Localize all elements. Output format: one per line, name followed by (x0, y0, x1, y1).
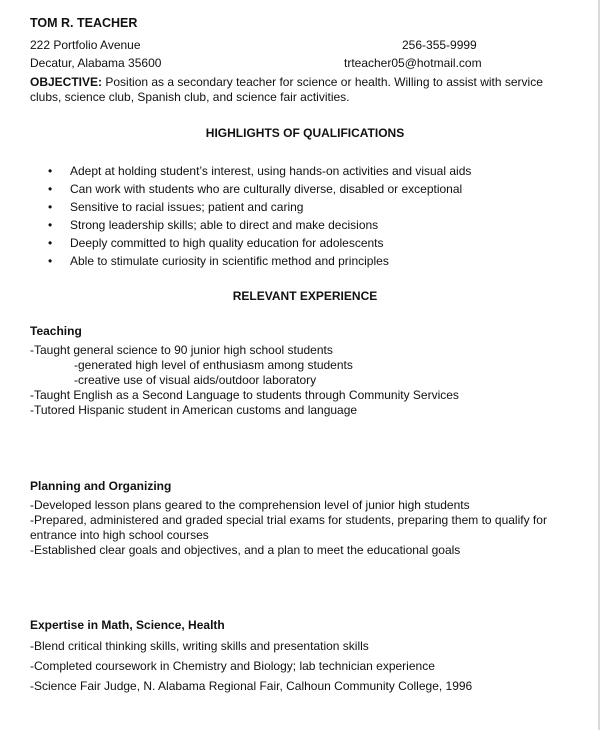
candidate-name: TOM R. TEACHER (30, 16, 138, 30)
bullet-icon: • (48, 200, 53, 214)
experience-line: -Taught general science to 90 junior high school students (30, 343, 333, 357)
email-address: trteacher05@hotmail.com (344, 56, 482, 70)
highlight-text: Strong leadership skills; able to direct and make decisions (70, 218, 379, 232)
experience-subline: -generated high level of enthusiasm among students (74, 358, 353, 372)
bullet-icon: • (48, 182, 53, 196)
experience-subline: -creative use of visual aids/outdoor laboratory (74, 373, 317, 387)
experience-line: -Established clear goals and objectives, and a plan to meet the educational goals (30, 543, 461, 557)
list-item (48, 164, 471, 182)
objective-text: Position as a secondary teacher for science or health. Willing to assist with service clubs, science club, Spanish club, and science fair activities. (30, 75, 543, 104)
highlights-list (48, 164, 471, 272)
list-item (48, 236, 471, 254)
experience-line: -Taught English as a Second Language to students through Community Services (30, 388, 459, 402)
highlight-text: Sensitive to racial issues; patient and caring (70, 200, 304, 214)
experience-line: -Prepared, administered and graded special trial exams for students, preparing them to qualify for entrance into high school courses (30, 513, 547, 542)
bullet-icon: • (48, 218, 53, 232)
list-item (48, 200, 471, 218)
teaching-section (30, 324, 459, 418)
experience-line: -Tutored Hispanic student in American customs and language (30, 403, 358, 417)
objective-statement (30, 75, 550, 105)
highlight-text: Adept at holding student’s interest, using hands-on activities and visual aids (70, 164, 472, 178)
phone-number: 256-355-9999 (402, 38, 477, 52)
city-state-zip: Decatur, Alabama 35600 (30, 56, 162, 70)
highlight-text: Able to stimulate curiosity in scientific method and principles (70, 254, 389, 268)
expertise-section (30, 618, 472, 699)
experience-line: -Developed lesson plans geared to the comprehension level of junior high students (30, 498, 470, 512)
expertise-title: Expertise in Math, Science, Health (30, 618, 225, 632)
highlight-text: Deeply committed to high quality education for adolescents (70, 236, 384, 250)
experience-line: -Completed coursework in Chemistry and Biology; lab technician experience (30, 659, 435, 673)
street-address: 222 Portfolio Avenue (30, 38, 141, 52)
experience-line: -Science Fair Judge, N. Alabama Regional Fair, Calhoun Community College, 1996 (30, 679, 473, 693)
highlights-heading: HIGHLIGHTS OF QUALIFICATIONS (205, 126, 405, 140)
experience-heading: RELEVANT EXPERIENCE (232, 289, 378, 303)
experience-line: -Blend critical thinking skills, writing skills and presentation skills (30, 639, 369, 653)
list-item (48, 182, 471, 200)
planning-title: Planning and Organizing (30, 479, 172, 493)
objective-label: OBJECTIVE: (30, 75, 103, 89)
highlight-text: Can work with students who are culturally diverse, disabled or exceptional (70, 182, 463, 196)
planning-section (30, 479, 590, 558)
teaching-title: Teaching (30, 324, 82, 338)
bullet-icon: • (48, 164, 53, 178)
list-item (48, 218, 471, 236)
bullet-icon: • (48, 254, 53, 268)
bullet-icon: • (48, 236, 53, 250)
list-item (48, 254, 471, 272)
